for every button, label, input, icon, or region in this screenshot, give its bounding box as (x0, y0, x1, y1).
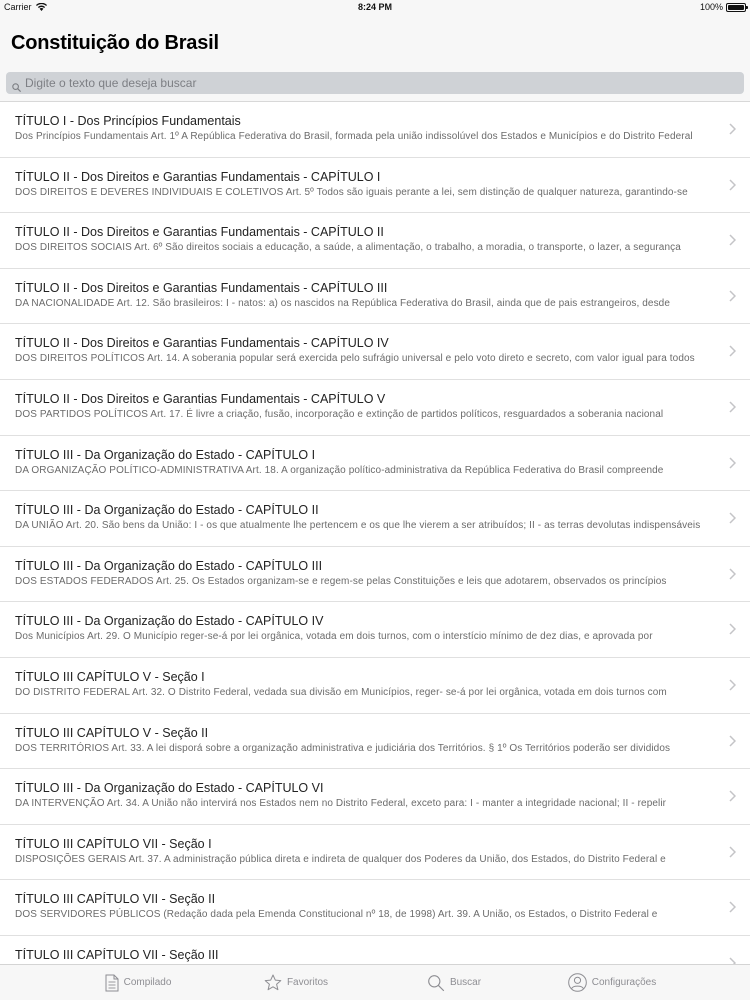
list-item-subtitle: DOS PARTIDOS POLÍTICOS Art. 17. É livre a criação, fusão, incorporação e extinção de partidos políticos, resguardados a soberania nacional (15, 408, 664, 420)
list-item[interactable] (0, 324, 750, 380)
chevron-right-icon (729, 901, 736, 913)
list-item[interactable] (0, 936, 750, 964)
list-item[interactable] (0, 269, 750, 325)
list-item-subtitle: DOS DIREITOS SOCIAIS Art. 6º São direitos sociais a educação, a saúde, a alimentação, o trabalho, a moradia, o transporte, o lazer, a segurança (15, 242, 681, 254)
list-item-subtitle: Dos Princípios Fundamentais Art. 1º A República Federativa do Brasil, formada pela união indissolúvel dos Estados e Municípios e do Distrito Federal (15, 131, 693, 142)
chapter-list (0, 102, 750, 964)
tab-configuracoes[interactable] (533, 973, 691, 992)
chevron-right-icon (729, 957, 736, 964)
list-item-subtitle: DOS ESTADOS FEDERADOS Art. 25. Os Estados organizam-se e regem-se pelas Constituições e leis que adotarem, observados os princípios (15, 575, 667, 587)
list-item-subtitle: DO DISTRITO FEDERAL Art. 32. O Distrito Federal, vedada sua divisão em Municípios, reger- se-á por lei orgânica, votada em dois turnos com (15, 686, 667, 698)
person-icon (568, 973, 587, 992)
tab-label: Configurações (591, 977, 657, 988)
chevron-right-icon (729, 401, 736, 413)
tab-buscar[interactable] (375, 974, 533, 992)
list-item[interactable] (0, 436, 750, 492)
list-item[interactable] (0, 825, 750, 881)
tab-bar (0, 964, 750, 1000)
status-bar (0, 0, 750, 14)
chevron-right-icon (729, 623, 736, 635)
status-right (700, 2, 746, 12)
list-item-title: TÍTULO III CAPÍTULO V - Seção I (15, 669, 205, 684)
chevron-right-icon (729, 234, 736, 246)
chevron-right-icon (729, 457, 736, 469)
tab-favoritos[interactable] (217, 974, 375, 991)
list-item-subtitle: DA INTERVENÇÃO Art. 34. A União não intervirá nos Estados nem no Distrito Federal, exceto para: I - manter a integridade nacional; II - repelir (15, 798, 667, 810)
list-item-subtitle: DOS DIREITOS POLÍTICOS Art. 14. A soberania popular será exercida pelo sufrágio universal e pelo voto direto e secreto, com valor igual para todos (15, 353, 695, 365)
tab-label: Favoritos (286, 977, 329, 988)
battery-icon (726, 3, 746, 12)
list-item-title: TÍTULO III - Da Organização do Estado - CAPÍTULO IV (15, 614, 324, 629)
list-item[interactable] (0, 880, 750, 936)
list-item-subtitle: DISPOSIÇÕES GERAIS Art. 37. A administração pública direta e indireta de qualquer dos Poderes da União, dos Estados, do Distrito Federal e (15, 853, 666, 865)
carrier-label: Carrier (4, 2, 32, 12)
magnifier-icon (12, 79, 21, 88)
list-item-title: TÍTULO III - Da Organização do Estado - CAPÍTULO VI (15, 781, 324, 796)
list-item-subtitle: DOS TERRITÓRIOS Art. 33. A lei disporá sobre a organização administrativa e judiciária dos Territórios. § 1º Os Territórios poderão ser divididos (15, 742, 671, 754)
list-item-title: TÍTULO III - Da Organização do Estado - CAPÍTULO I (15, 447, 316, 462)
list-item[interactable] (0, 158, 750, 214)
search-icon (427, 974, 445, 992)
status-time: 8:24 PM (357, 2, 392, 12)
list-item-title: TÍTULO III CAPÍTULO VII - Seção II (15, 892, 216, 907)
status-left (4, 2, 47, 12)
list-item[interactable] (0, 769, 750, 825)
chevron-right-icon (729, 123, 736, 135)
tab-label: Buscar (449, 977, 482, 988)
document-icon (105, 974, 119, 992)
list-item-subtitle: DA UNIÃO Art. 20. São bens da União: I - os que atualmente lhe pertencem e os que lhe vierem a ser atribuídos; II - as terras devolutas indispensáveis (15, 520, 701, 532)
list-item-subtitle: DA NACIONALIDADE Art. 12. São brasileiros: I - natos: a) os nascidos na República Federativa do Brasil, ainda que de pais estrangeiros, desde (15, 297, 670, 309)
list-item-subtitle: DOS DIREITOS E DEVERES INDIVIDUAIS E COLETIVOS Art. 5º Todos são iguais perante a lei, sem distinção de qualquer natureza, garantindo-se (15, 186, 688, 198)
list-item-title: TÍTULO III CAPÍTULO VII - Seção III (15, 947, 219, 962)
list-item[interactable] (0, 213, 750, 269)
list-item-title: TÍTULO II - Dos Direitos e Garantias Fundamentais - CAPÍTULO III (15, 280, 388, 295)
chevron-right-icon (729, 179, 736, 191)
list-item-title: TÍTULO III - Da Organização do Estado - CAPÍTULO II (15, 503, 319, 518)
list-item[interactable] (0, 380, 750, 436)
list-item-title: TÍTULO II - Dos Direitos e Garantias Fundamentais - CAPÍTULO I (15, 169, 381, 184)
list-item[interactable] (0, 547, 750, 603)
list-item-title: TÍTULO II - Dos Direitos e Garantias Fundamentais - CAPÍTULO V (15, 391, 386, 406)
list-item[interactable] (0, 491, 750, 547)
chevron-right-icon (729, 290, 736, 302)
tab-compilado[interactable] (59, 974, 217, 992)
list-item-title: TÍTULO III - Da Organização do Estado - CAPÍTULO III (15, 558, 323, 573)
tab-label: Compilado (123, 977, 172, 988)
list-item-title: TÍTULO III CAPÍTULO VII - Seção I (15, 836, 212, 851)
list-item-title: TÍTULO II - Dos Direitos e Garantias Fundamentais - CAPÍTULO IV (15, 336, 389, 351)
chevron-right-icon (729, 512, 736, 524)
battery-percent: 100% (699, 2, 723, 12)
list-item[interactable] (0, 102, 750, 158)
list-item-subtitle: Dos Municípios Art. 29. O Município reger-se-á por lei orgânica, votada em dois turnos, com o interstício mínimo de dez dias, e aprovada por (15, 631, 653, 643)
wifi-icon (36, 3, 47, 11)
search-input[interactable] (25, 76, 738, 90)
list-item-title: TÍTULO II - Dos Direitos e Garantias Fundamentais - CAPÍTULO II (15, 225, 384, 240)
list-item[interactable] (0, 658, 750, 714)
page-title: Constituição do Brasil (11, 32, 219, 54)
chevron-right-icon (729, 679, 736, 691)
search-field-container[interactable] (6, 72, 744, 94)
list-item-subtitle: DA ORGANIZAÇÃO POLÍTICO-ADMINISTRATIVA Art. 18. A organização político-administrativa da República Federativa do Brasil compreende (15, 464, 664, 476)
navigation-header (0, 14, 750, 66)
list-item-subtitle: DOS SERVIDORES PÚBLICOS (Redação dada pela Emenda Constitucional nº 18, de 1998) Art. 39. A União, os Estados, o Distrito Federal e (15, 909, 658, 921)
chevron-right-icon (729, 568, 736, 580)
list-item-title: TÍTULO I - Dos Princípios Fundamentais (15, 114, 241, 128)
list-item[interactable] (0, 714, 750, 770)
chevron-right-icon (729, 846, 736, 858)
chevron-right-icon (729, 345, 736, 357)
chevron-right-icon (729, 735, 736, 747)
search-bar (0, 66, 750, 102)
star-icon (264, 974, 282, 991)
chevron-right-icon (729, 790, 736, 802)
list-item[interactable] (0, 602, 750, 658)
list-item-title: TÍTULO III CAPÍTULO V - Seção II (15, 725, 209, 740)
